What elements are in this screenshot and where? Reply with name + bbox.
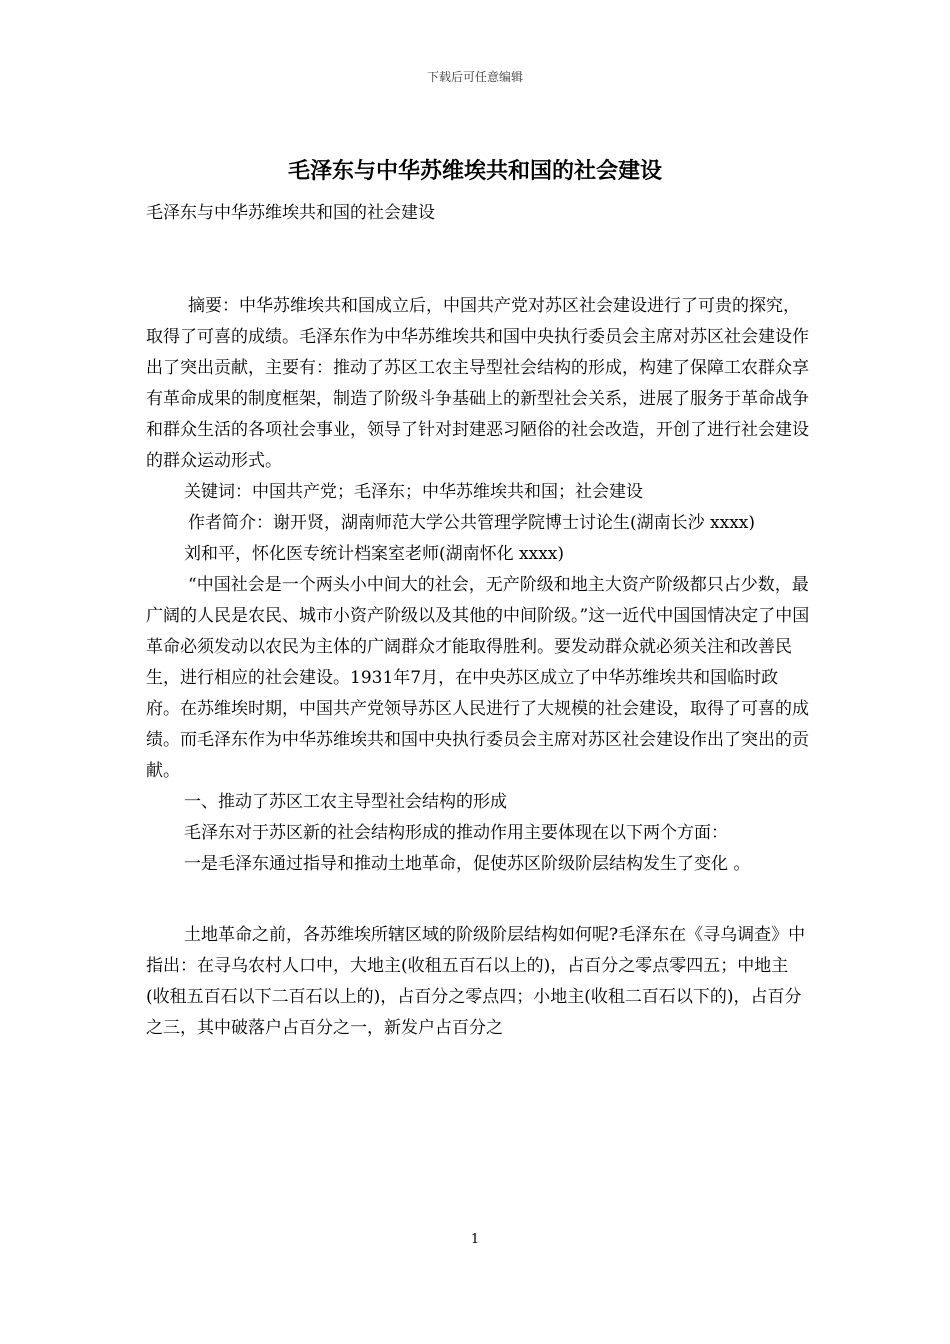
spacer — [146, 229, 810, 291]
document-title: 毛泽东与中华苏维埃共和国的社会建设 — [287, 158, 662, 184]
section-heading-1: 一、推动了苏区工农主导型社会结构的形成 — [184, 792, 507, 812]
page-number: 1 — [470, 1232, 480, 1247]
author-intro-paragraph: 作者简介：谢开贤，湖南师范大学公共管理学院博士讨论生(湖南长沙 xxxx) — [188, 513, 756, 533]
author-second-paragraph: 刘和平，怀化医专统计档案室老师(湖南怀化 xxxx) — [184, 544, 565, 564]
keywords-paragraph: 关键词：中国共产党；毛泽东；中华苏维埃共和国；社会建设 — [184, 482, 643, 502]
header-note: 下载后可任意编辑 — [426, 70, 523, 84]
spacer — [146, 880, 810, 920]
quote-paragraph: “中国社会是一个两头小中间大的社会，无产阶级和地主大资产阶级都只占少数，最广阔的人民是农民、城市小资产阶级以及其他的中间阶级。”这一近代中国国情决定了中国革命必须发动以农民为主体的广阔群众才能取得胜利。要发动群众就必须关注和改善民生，进行相应的社会建设。1931年7月，在中央苏区成立了中华苏维埃共和国临时政府。在苏维埃时期，中国共产党领导苏区人民进行了大规模的社会建设，取得了可喜的成绩。而毛泽东作为中华苏维埃共和国中央执行委员会主席对苏区社会建设作出了突出的贡献。 — [146, 575, 810, 781]
abstract-paragraph: 摘要：中华苏维埃共和国成立后，中国共产党对苏区社会建设进行了可贵的探究，取得了可喜的成绩。毛泽东作为中华苏维埃共和国中央执行委员会主席对苏区社会建设作出了突出贡献，主要有：推动了苏区工农主导型社会结构的形成，构建了保障工农群众享有革命成果的制度框架，制造了阶级斗争基础上的新型社会关系，进展了服务于革命战争和群众生活的各项社会事业，领导了针对封建恶习陋俗的社会改造，开创了进行社会建设的群众运动形式。 — [146, 296, 809, 471]
document-body — [146, 198, 810, 1044]
two-aspects-paragraph: 毛泽东对于苏区新的社会结构形成的推动作用主要体现在以下两个方面： — [184, 823, 728, 843]
land-revolution-paragraph: 土地革命之前，各苏维埃所辖区域的阶级阶层结构如何呢?毛泽东在《寻乌调查》中指出：在寻乌农村人口中，大地主(收租五百石以上的)，占百分之零点零四五；中地主(收租五百石以下二百石以上的)，占百分之零点四；小地主(收租二百石以下的)，占百分之三，其中破落户占百分之一，新发户占百分之 — [146, 925, 806, 1038]
first-aspect-paragraph: 一是毛泽东通过指导和推动土地革命，促使苏区阶级阶层结构发生了变化 。 — [184, 854, 751, 874]
document-subtitle: 毛泽东与中华苏维埃共和国的社会建设 — [146, 203, 435, 223]
